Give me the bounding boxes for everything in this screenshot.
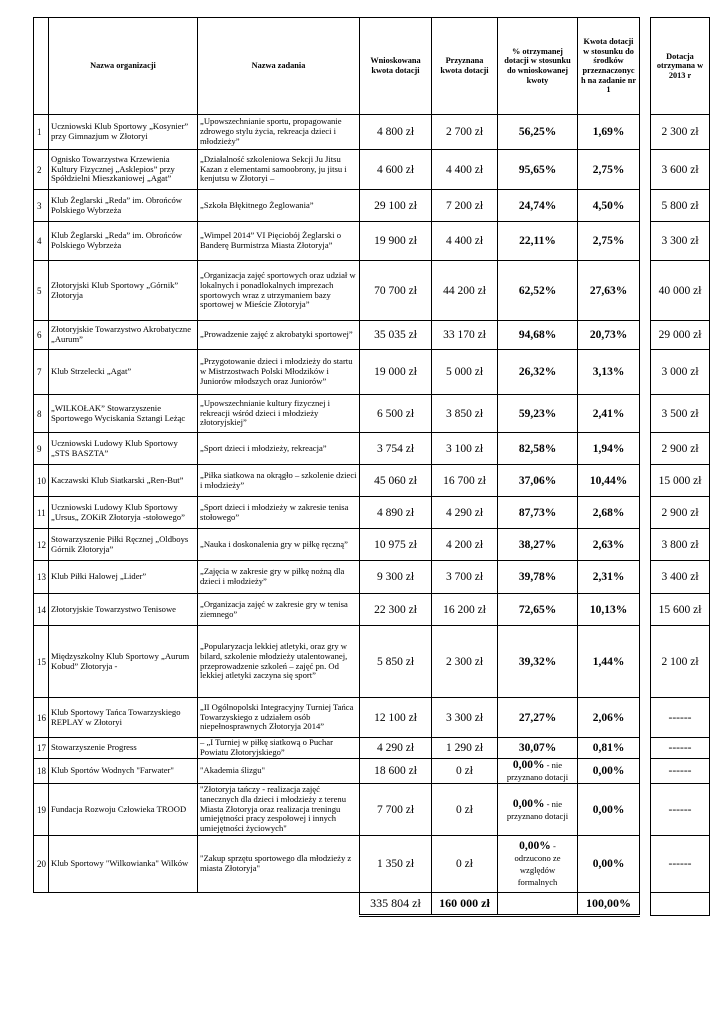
grant-2013-amount: ------	[651, 759, 710, 784]
grant-2013-amount: ------	[651, 698, 710, 738]
granted-amount: 16 700 zł	[432, 465, 498, 497]
task-name: „Działalność szkoleniowa Sekcji Ju Jitsu Kazan z elementami samoobrony, ju jitsu i kenjutsu w Złotoryi –	[198, 150, 360, 190]
share-of-funds: 0,00%	[578, 759, 640, 784]
grant-2013-table	[650, 17, 710, 916]
percent-value: 56,25%	[518, 126, 557, 138]
granted-amount: 0 zł	[432, 784, 498, 836]
requested-amount: 70 700 zł	[360, 261, 432, 321]
requested-amount: 4 600 zł	[360, 150, 432, 190]
granted-amount: 4 400 zł	[432, 222, 498, 261]
granted-amount: 4 200 zł	[432, 529, 498, 561]
percent-received	[498, 561, 578, 594]
row-number: 5	[34, 261, 49, 321]
grant-2013-amount: 2 900 zł	[651, 497, 710, 529]
header-org: Nazwa organizacji	[49, 18, 198, 115]
table-row	[651, 350, 710, 395]
table-row	[651, 836, 710, 893]
table-row	[651, 321, 710, 350]
percent-received	[498, 698, 578, 738]
percent-value: 82,58%	[518, 442, 557, 455]
table-row	[34, 784, 640, 836]
organization-name: Stowarzyszenie Piłki Ręcznej „Oldboys Górnik Złotoryja”	[49, 529, 198, 561]
requested-amount: 4 890 zł	[360, 497, 432, 529]
percent-received	[498, 529, 578, 561]
percent-value: 24,74%	[518, 199, 557, 212]
table-row	[651, 738, 710, 759]
granted-amount: 3 300 zł	[432, 698, 498, 738]
requested-amount: 22 300 zł	[360, 594, 432, 626]
share-of-funds: 2,68%	[578, 497, 640, 529]
table-row	[34, 222, 640, 261]
requested-amount: 4 800 zł	[360, 115, 432, 150]
percent-received	[498, 836, 578, 893]
row-number: 1	[34, 115, 49, 150]
organization-name: Klub Żeglarski „Reda” im. Obrońców Polskiego Wybrzeża	[49, 190, 198, 222]
percent-received	[498, 738, 578, 759]
task-name: „Popularyzacja lekkiej atletyki, oraz gry w bilard, szkolenie młodzieży utalentowanej, przeprowadzenie szkoleń – zajęć pn. Od lekkiej atletyki zaczyna się sport”	[198, 626, 360, 698]
granted-amount: 3 850 zł	[432, 395, 498, 433]
share-of-funds: 2,06%	[578, 698, 640, 738]
row-number: 10	[34, 465, 49, 497]
share-of-funds: 1,44%	[578, 626, 640, 698]
grant-2013-amount: 3 300 zł	[651, 222, 710, 261]
share-of-funds: 10,13%	[578, 594, 640, 626]
requested-amount: 9 300 zł	[360, 561, 432, 594]
task-name: „Organizacja zajęć w zakresie gry w tenisa ziemnego”	[198, 594, 360, 626]
organization-name: „WILKOŁAK” Stowarzyszenie Sportowego Wyciskania Sztangi Leżąc	[49, 395, 198, 433]
requested-amount: 19 900 zł	[360, 222, 432, 261]
percent-value: 0,00%	[512, 759, 545, 771]
percent-received	[498, 497, 578, 529]
table-row	[34, 497, 640, 529]
requested-amount: 7 700 zł	[360, 784, 432, 836]
granted-amount: 3 700 zł	[432, 561, 498, 594]
task-name: „Sport dzieci i młodzieży w zakresie tenisa stołowego”	[198, 497, 360, 529]
granted-amount: 1 290 zł	[432, 738, 498, 759]
table-row	[34, 529, 640, 561]
grant-2013-amount: 2 100 zł	[651, 626, 710, 698]
row-number: 6	[34, 321, 49, 350]
table-row	[651, 150, 710, 190]
percent-received	[498, 759, 578, 784]
percent-value: 62,52%	[518, 284, 557, 297]
percent-value: 59,23%	[518, 407, 557, 420]
table-row	[34, 626, 640, 698]
table-row	[651, 395, 710, 433]
table-row	[651, 190, 710, 222]
task-name: „II Ogólnopolski Integracyjny Turniej Tańca Towarzyskiego z udziałem osób niepełnosprawnych Złotoryja 2014”	[198, 698, 360, 738]
organization-name: Ognisko Towarzystwa Krzewienia Kultury Fizycznej „Asklepios” przy Spółdzielni Mieszkaniowej „Agat”	[49, 150, 198, 190]
percent-value: 38,27%	[518, 538, 557, 551]
task-name: „Szkoła Błękitnego Żeglowania”	[198, 190, 360, 222]
table-row	[651, 115, 710, 150]
row-number: 19	[34, 784, 49, 836]
granted-amount: 3 100 zł	[432, 433, 498, 465]
percent-value: 0,00%	[519, 840, 551, 852]
row-number: 12	[34, 529, 49, 561]
table-row	[651, 784, 710, 836]
share-of-funds: 3,13%	[578, 350, 640, 395]
task-name: "Zakup sprzętu sportowego dla młodzieży z miasta Złotoryja"	[198, 836, 360, 893]
row-number: 7	[34, 350, 49, 395]
table-row	[651, 626, 710, 698]
percent-value: 22,11%	[519, 235, 556, 247]
percent-value: 94,68%	[518, 329, 557, 341]
totals-row-2013	[651, 893, 710, 916]
percent-value: 26,32%	[518, 366, 557, 378]
organization-name: Uczniowski Ludowy Klub Sportowy „Ursus„ ZOKiR Złotoryja -stołowego”	[49, 497, 198, 529]
task-name: „Piłka siatkowa na okrągło – szkolenie dzieci i młodzieży”	[198, 465, 360, 497]
row-number: 11	[34, 497, 49, 529]
requested-amount: 35 035 zł	[360, 321, 432, 350]
total-pct-empty	[498, 893, 578, 916]
percent-received	[498, 321, 578, 350]
header-number	[34, 18, 49, 115]
total-granted: 160 000 zł	[432, 893, 498, 916]
total-requested: 335 804 zł	[360, 893, 432, 916]
percent-note: - nie przyznano dotacji	[506, 760, 569, 782]
task-name: „Przygotowanie dzieci i młodzieży do startu w Mistrzostwach Polski Młodzików i Juniorów młodszych oraz Juniorów”	[198, 350, 360, 395]
percent-received	[498, 150, 578, 190]
percent-value: 72,65%	[518, 603, 557, 616]
percent-received	[498, 465, 578, 497]
grant-2013-amount: 15 600 zł	[651, 594, 710, 626]
share-of-funds: 10,44%	[578, 465, 640, 497]
organization-name: Uczniowski Klub Sportowy „Kosynier” przy Gimnazjum w Złotoryi	[49, 115, 198, 150]
task-name: – „I Turniej w piłkę siatkową o Puchar Powiatu Złotoryjskiego”	[198, 738, 360, 759]
share-of-funds: 2,41%	[578, 395, 640, 433]
requested-amount: 3 754 zł	[360, 433, 432, 465]
organization-name: Kaczawski Klub Siatkarski „Ren-But”	[49, 465, 198, 497]
table-row	[34, 350, 640, 395]
task-name: „Nauka i doskonalenia gry w piłkę ręczną”	[198, 529, 360, 561]
grant-2013-amount: 2 900 zł	[651, 433, 710, 465]
requested-amount: 18 600 zł	[360, 759, 432, 784]
organization-name: Klub Sportowy Tańca Towarzyskiego REPLAY w Złotoryi	[49, 698, 198, 738]
grant-2013-amount: 40 000 zł	[651, 261, 710, 321]
granted-amount: 4 290 zł	[432, 497, 498, 529]
header-requested: Wnioskowana kwota dotacji	[360, 18, 432, 115]
percent-received	[498, 395, 578, 433]
requested-amount: 6 500 zł	[360, 395, 432, 433]
table-row	[34, 190, 640, 222]
table-row	[651, 698, 710, 738]
table-row	[651, 261, 710, 321]
header-grant-2013: Dotacja otrzymana w 2013 r	[651, 18, 710, 115]
totals-spacer	[34, 893, 360, 916]
organization-name: Międzyszkolny Klub Sportowy „Aurum Kobud” Złotoryja -	[49, 626, 198, 698]
share-of-funds: 4,50%	[578, 190, 640, 222]
percent-value: 37,06%	[518, 474, 557, 487]
total-2013-empty	[651, 893, 710, 916]
organization-name: Klub Sportów Wodnych "Farwater"	[49, 759, 198, 784]
table-row	[34, 321, 640, 350]
share-of-funds: 27,63%	[578, 261, 640, 321]
task-name: „Wimpel 2014” VI Pięciobój Żeglarski o Banderę Burmistrza Miasta Złotoryja”	[198, 222, 360, 261]
percent-received	[498, 594, 578, 626]
grant-2013-amount: 29 000 zł	[651, 321, 710, 350]
task-name: „Organizacja zajęć sportowych oraz udział w lokalnych i ponadlokalnych imprezach sportowych wraz z utrzymaniem bazy sportowej w Mieście Złotoryja”	[198, 261, 360, 321]
row-number: 20	[34, 836, 49, 893]
total-share: 100,00%	[578, 893, 640, 916]
granted-amount: 0 zł	[432, 759, 498, 784]
share-of-funds: 2,31%	[578, 561, 640, 594]
percent-received	[498, 190, 578, 222]
header-share: Kwota dotacji w stosunku do środków przeznaczonyc h na zadanie nr 1	[578, 18, 640, 115]
table-row	[34, 395, 640, 433]
percent-note: - nie przyznano dotacji	[506, 798, 569, 821]
percent-received	[498, 433, 578, 465]
totals-row	[34, 893, 640, 916]
organization-name: Klub Piłki Halowej „Lider”	[49, 561, 198, 594]
table-row	[651, 433, 710, 465]
granted-amount: 33 170 zł	[432, 321, 498, 350]
share-of-funds: 2,75%	[578, 150, 640, 190]
organization-name: Klub Żeglarski „Reda” im. Obrońców Polskiego Wybrzeża	[49, 222, 198, 261]
organization-name: Fundacja Rozwoju Człowieka TROOD	[49, 784, 198, 836]
grant-2013-amount: ------	[651, 784, 710, 836]
percent-received	[498, 115, 578, 150]
organization-name: Złotoryjskie Towarzystwo Tenisowe	[49, 594, 198, 626]
row-number: 17	[34, 738, 49, 759]
percent-note: - odrzucono ze względów formalnych	[514, 841, 561, 887]
table-row	[34, 261, 640, 321]
table-row	[651, 529, 710, 561]
table-row	[34, 759, 640, 784]
requested-amount: 1 350 zł	[360, 836, 432, 893]
row-number: 13	[34, 561, 49, 594]
percent-received	[498, 222, 578, 261]
percent-received	[498, 626, 578, 698]
row-number: 3	[34, 190, 49, 222]
header-pct-received: % otrzymanej dotacji w stosunku do wnioskowanej kwoty	[498, 18, 578, 115]
granted-amount: 2 300 zł	[432, 626, 498, 698]
table-row	[34, 836, 640, 893]
grant-2013-amount: ------	[651, 836, 710, 893]
row-number: 8	[34, 395, 49, 433]
granted-amount: 5 000 zł	[432, 350, 498, 395]
table-row	[34, 115, 640, 150]
organization-name: Klub Sportowy "Wilkowianka" Wilków	[49, 836, 198, 893]
percent-received	[498, 261, 578, 321]
organization-name: Złotoryjski Klub Sportowy „Górnik” Złotoryja	[49, 261, 198, 321]
row-number: 14	[34, 594, 49, 626]
granted-amount: 16 200 zł	[432, 594, 498, 626]
table-row	[651, 497, 710, 529]
table-row	[34, 150, 640, 190]
requested-amount: 5 850 zł	[360, 626, 432, 698]
organization-name: Stowarzyszenie Progress	[49, 738, 198, 759]
task-name: "Akademia ślizgu"	[198, 759, 360, 784]
row-number: 15	[34, 626, 49, 698]
percent-value: 27,27%	[518, 711, 557, 724]
organization-name: Klub Strzelecki „Agat”	[49, 350, 198, 395]
task-name: „Upowszechnianie kultury fizycznej i rekreacji wśród dzieci i młodzieży złotoryjskiej”	[198, 395, 360, 433]
table-row	[651, 222, 710, 261]
table-row	[651, 594, 710, 626]
percent-received	[498, 784, 578, 836]
table-row	[34, 561, 640, 594]
requested-amount: 29 100 zł	[360, 190, 432, 222]
task-name: „Sport dzieci i młodzieży, rekreacja”	[198, 433, 360, 465]
share-of-funds: 0,81%	[578, 738, 640, 759]
header-row-2013	[651, 18, 710, 115]
table-row	[34, 738, 640, 759]
requested-amount: 4 290 zł	[360, 738, 432, 759]
percent-value: 39,78%	[518, 571, 557, 583]
grant-2013-amount: 3 400 zł	[651, 561, 710, 594]
header-task: Nazwa zadania	[198, 18, 360, 115]
task-name: „Upowszechnianie sportu, propagowanie zdrowego stylu życia, rekreacja dzieci i młodzieży”	[198, 115, 360, 150]
share-of-funds: 2,63%	[578, 529, 640, 561]
percent-value: 39,32%	[518, 655, 557, 668]
requested-amount: 10 975 zł	[360, 529, 432, 561]
percent-value: 30,07%	[518, 742, 557, 754]
task-name: „Prowadzenie zajęć z akrobatyki sportowej”	[198, 321, 360, 350]
percent-received	[498, 350, 578, 395]
share-of-funds: 1,69%	[578, 115, 640, 150]
grant-2013-amount: 5 800 zł	[651, 190, 710, 222]
granted-amount: 7 200 zł	[432, 190, 498, 222]
granted-amount: 44 200 zł	[432, 261, 498, 321]
requested-amount: 45 060 zł	[360, 465, 432, 497]
table-row	[651, 759, 710, 784]
table-row	[651, 561, 710, 594]
grant-2013-amount: ------	[651, 738, 710, 759]
organization-name: Uczniowski Ludowy Klub Sportowy „STS BASZTA”	[49, 433, 198, 465]
share-of-funds: 0,00%	[578, 836, 640, 893]
table-row	[34, 594, 640, 626]
row-number: 18	[34, 759, 49, 784]
grant-2013-amount: 3 000 zł	[651, 350, 710, 395]
percent-value: 95,65%	[518, 163, 557, 176]
grant-2013-amount: 3 800 zł	[651, 529, 710, 561]
task-name: „Zajęcia w zakresie gry w piłkę nożną dla dzieci i młodzieży”	[198, 561, 360, 594]
granted-amount: 2 700 zł	[432, 115, 498, 150]
grant-2013-amount: 3 500 zł	[651, 395, 710, 433]
grant-2013-amount: 2 300 zł	[651, 115, 710, 150]
percent-value: 87,73%	[518, 506, 557, 519]
requested-amount: 12 100 zł	[360, 698, 432, 738]
grant-2013-amount: 3 600 zł	[651, 150, 710, 190]
share-of-funds: 20,73%	[578, 321, 640, 350]
table-row	[34, 465, 640, 497]
row-number: 16	[34, 698, 49, 738]
granted-amount: 0 zł	[432, 836, 498, 893]
table-row	[34, 698, 640, 738]
table-row	[34, 433, 640, 465]
requested-amount: 19 000 zł	[360, 350, 432, 395]
table-row	[651, 465, 710, 497]
organization-name: Złotoryjskie Towarzystwo Akrobatyczne „Aurum”	[49, 321, 198, 350]
granted-amount: 4 400 zł	[432, 150, 498, 190]
row-number: 2	[34, 150, 49, 190]
share-of-funds: 0,00%	[578, 784, 640, 836]
grants-table	[33, 17, 640, 917]
task-name: "Złotoryja tańczy - realizacja zajęć tanecznych dla dzieci i młodzieży z terenu Miasta Złotoryja oraz realizacja treningu umiejętności pracy zespołowej i innych umiejętności życiowych"	[198, 784, 360, 836]
header-granted: Przyznana kwota dotacji	[432, 18, 498, 115]
percent-value: 0,00%	[512, 797, 545, 810]
grant-2013-amount: 15 000 zł	[651, 465, 710, 497]
share-of-funds: 2,75%	[578, 222, 640, 261]
row-number: 9	[34, 433, 49, 465]
row-number: 4	[34, 222, 49, 261]
share-of-funds: 1,94%	[578, 433, 640, 465]
header-row	[34, 18, 640, 115]
